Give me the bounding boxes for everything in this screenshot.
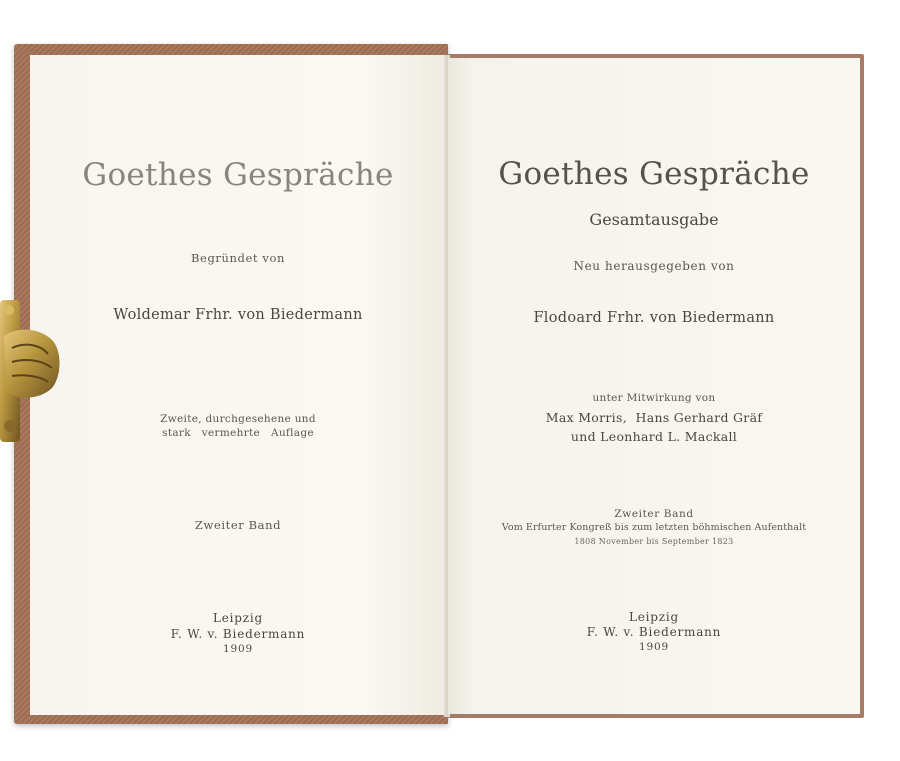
right-editor: Flodoard Frhr. von Biedermann <box>533 310 775 326</box>
left-page <box>30 55 446 715</box>
right-volume: Zweiter Band <box>614 508 694 520</box>
right-date-range: 1808 November bis September 1823 <box>574 537 734 546</box>
right-volume-subtitle: Vom Erfurter Kongreß bis zum letzten böhmischen Aufenthalt <box>501 522 807 533</box>
left-edition-line2: stark vermehrte Auflage <box>162 427 314 439</box>
brass-clasp-icon <box>0 296 62 446</box>
left-year: 1909 <box>223 643 253 655</box>
right-collab-line1: Max Morris, Hans Gerhard Gräf <box>545 410 763 425</box>
left-volume: Zweiter Band <box>194 518 282 532</box>
right-year: 1909 <box>639 641 669 653</box>
left-place: Leipzig <box>212 611 264 625</box>
left-founder: Woldemar Frhr. von Biedermann <box>113 307 363 323</box>
right-place: Leipzig <box>628 610 680 624</box>
right-collab-label: unter Mitwirkung von <box>592 392 716 404</box>
right-title: Goethes Gespräche <box>498 156 810 192</box>
right-publisher: F. W. v. Biedermann <box>586 625 722 639</box>
right-edited-by: Neu herausgegeben von <box>573 259 735 273</box>
right-subtitle: Gesamtausgabe <box>589 210 719 229</box>
left-founded-by: Begründet von <box>191 251 285 265</box>
left-edition-line1: Zweite, durchgesehene und <box>160 413 316 425</box>
right-page <box>448 58 860 714</box>
left-title: Goethes Gespräche <box>82 157 394 193</box>
right-collab-line2: und Leonhard L. Mackall <box>570 429 738 444</box>
left-publisher: F. W. v. Biedermann <box>170 627 306 641</box>
